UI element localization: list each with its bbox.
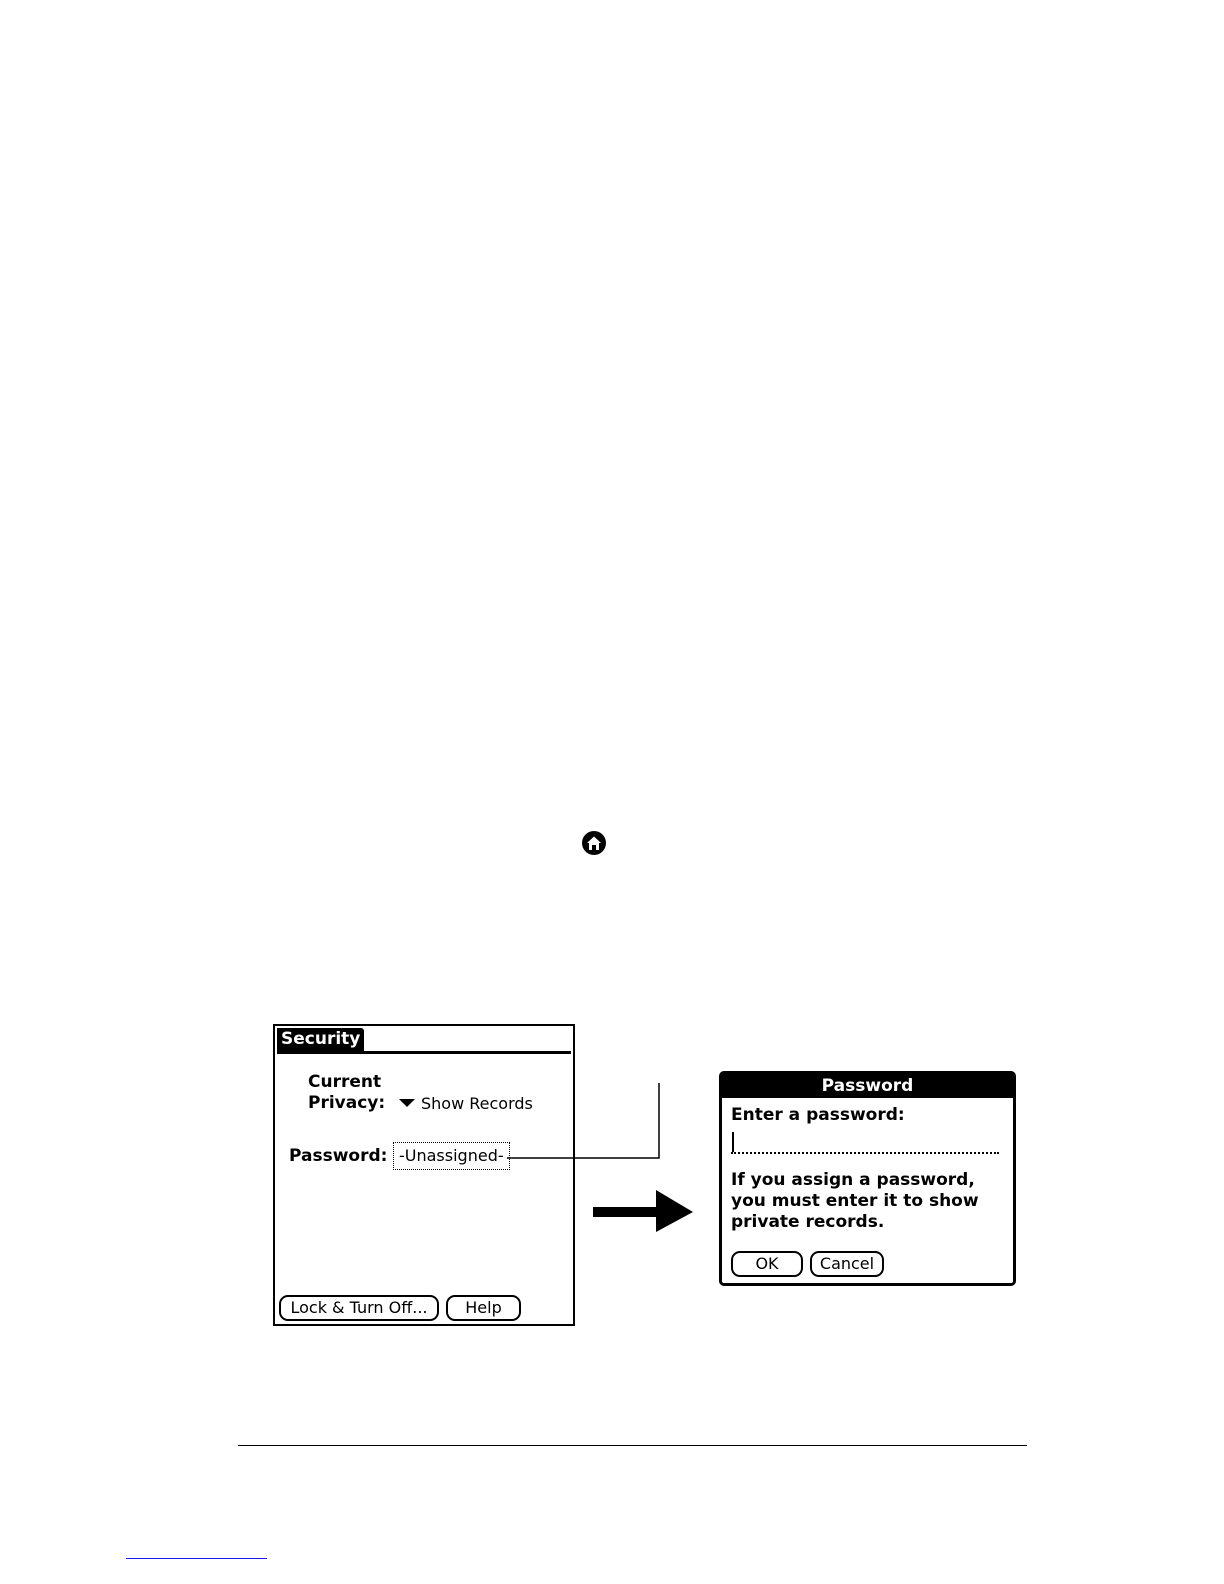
dialog-title: Password	[722, 1074, 1013, 1098]
security-screen	[273, 1024, 575, 1326]
password-selector[interactable]: -Unassigned-	[393, 1142, 510, 1170]
text-cursor	[732, 1132, 734, 1152]
title-rule	[277, 1051, 571, 1054]
cancel-button[interactable]: Cancel	[810, 1251, 884, 1277]
help-button[interactable]: Help	[446, 1295, 521, 1321]
footer-link-underline	[126, 1558, 267, 1559]
privacy-popup-trigger[interactable]	[399, 1092, 533, 1114]
dialog-message: If you assign a password, you must enter it to show private records.	[731, 1170, 979, 1232]
password-label: Password:	[289, 1146, 388, 1166]
lock-turn-off-button[interactable]: Lock & Turn Off...	[279, 1295, 439, 1321]
home-icon	[581, 830, 607, 856]
privacy-label: Privacy:	[308, 1093, 386, 1113]
privacy-value: Show Records	[421, 1093, 533, 1113]
current-privacy-label: Current	[308, 1072, 382, 1092]
ok-button[interactable]: OK	[731, 1251, 803, 1277]
password-dialog	[719, 1071, 1016, 1286]
security-title-bar	[277, 1028, 571, 1054]
right-arrow-icon	[593, 1190, 693, 1232]
dropdown-arrow-icon	[399, 1099, 415, 1107]
footer-rule	[238, 1445, 1027, 1446]
security-title: Security	[277, 1028, 364, 1051]
enter-password-label: Enter a password:	[731, 1105, 905, 1125]
password-input[interactable]	[731, 1132, 999, 1154]
